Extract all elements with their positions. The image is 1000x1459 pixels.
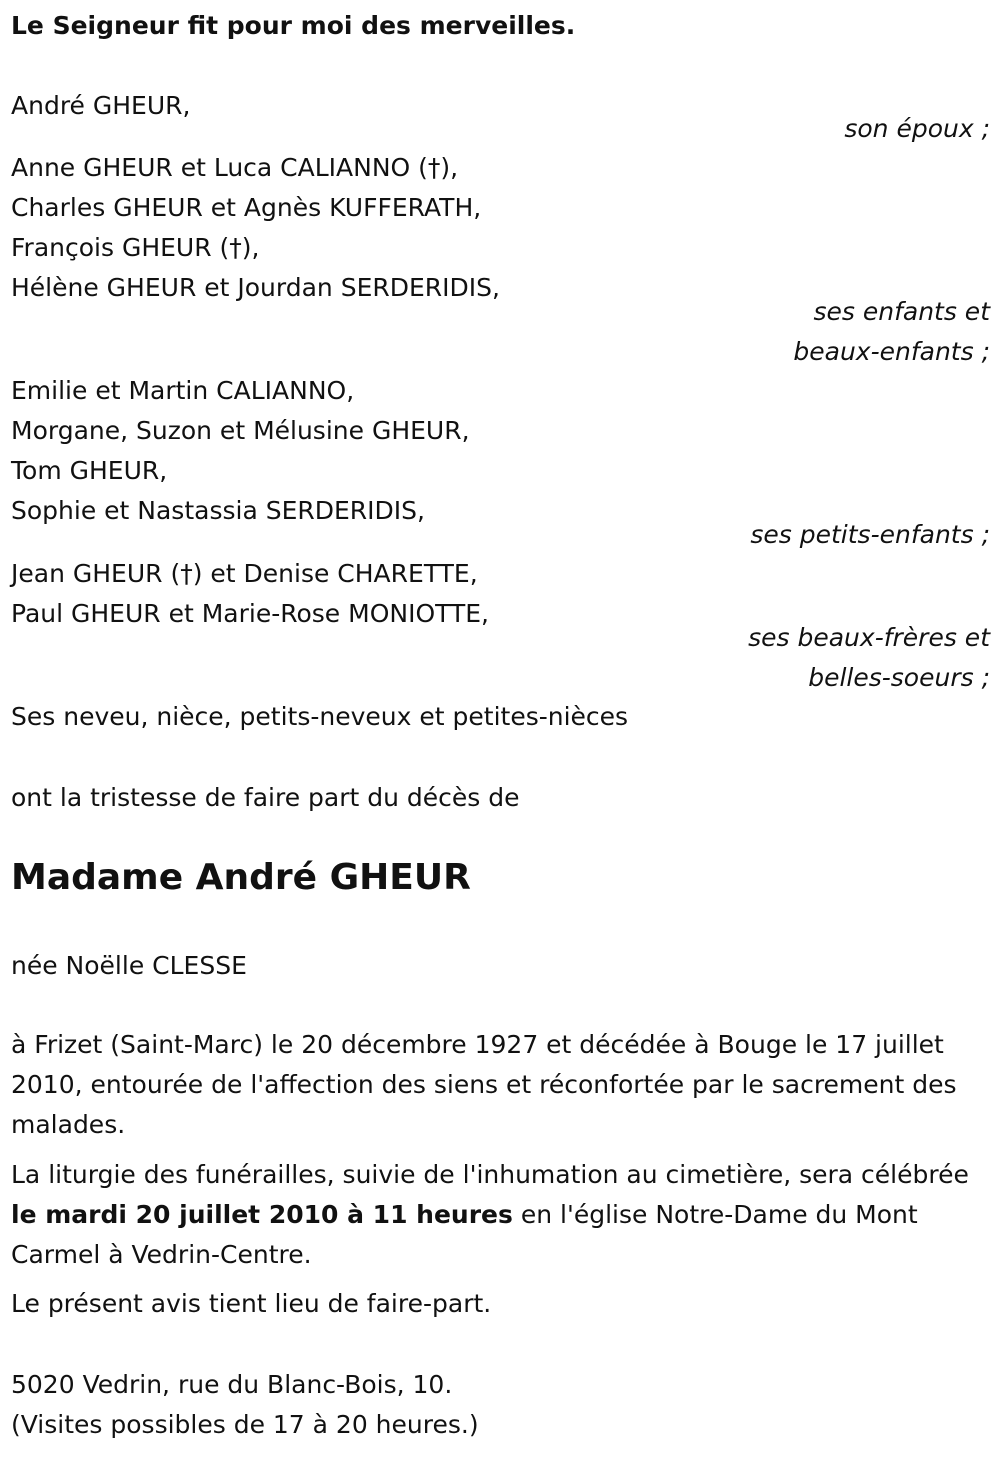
spouse-name: André GHEUR, [11, 91, 191, 120]
child-line-2: Charles GHEUR et Agnès KUFFERATH, [11, 193, 482, 222]
grandchild-line-1: Emilie et Martin CALIANNO, [11, 376, 355, 405]
funeral-date: le mardi 20 juillet 2010 à 11 heures [11, 1200, 513, 1229]
grandchild-line-3: Tom GHEUR, [11, 456, 168, 485]
in-law-line-2: Paul GHEUR et Marie-Rose MONIOTTE, [11, 599, 489, 628]
birth-death-details: à Frizet (Saint-Marc) le 20 décembre 1927 et décédée à Bouge le 17 juillet 2010, entourée de l'affection des siens et réconfortée par le sacrement des malades. [11, 1030, 957, 1139]
birth-name: née Noëlle CLESSE [11, 951, 247, 980]
other-relatives: Ses neveu, nièce, petits-neveux et petites-nièces [11, 702, 629, 731]
grandchild-line-2: Morgane, Suzon et Mélusine GHEUR, [11, 416, 470, 445]
funeral-text-before: La liturgie des funérailles, suivie de l'inhumation au cimetière, sera célébrée [11, 1160, 969, 1189]
child-line-4: Hélène GHEUR et Jourdan SERDERIDIS, [11, 273, 500, 302]
grandchild-line-4: Sophie et Nastassia SERDERIDIS, [11, 496, 425, 525]
announcement: ont la tristesse de faire part du décès de [11, 783, 520, 812]
child-line-1: Anne GHEUR et Luca CALIANNO (†), [11, 153, 459, 182]
motto: Le Seigneur fit pour moi des merveilles. [11, 11, 576, 40]
address-line: 5020 Vedrin, rue du Blanc-Bois, 10. [11, 1370, 453, 1399]
funeral-details [11, 1155, 990, 1275]
spouse-relation: son époux ; [844, 114, 990, 143]
notice-text: Le présent avis tient lieu de faire-part. [11, 1289, 492, 1318]
in-laws-relation-1: ses beaux-frères et [748, 623, 990, 652]
children-relation-1: ses enfants et [813, 297, 990, 326]
deceased-name: Madame André GHEUR [11, 857, 471, 898]
visits-line: (Visites possibles de 17 à 20 heures.) [11, 1410, 479, 1439]
in-law-line-1: Jean GHEUR (†) et Denise CHARETTE, [11, 559, 478, 588]
grandchildren-relation: ses petits-enfants ; [750, 520, 990, 549]
funeral-text-after: en l'église Notre-Dame du Mont Carmel à Vedrin-Centre. [11, 1200, 918, 1269]
children-relation-2: beaux-enfants ; [793, 337, 990, 366]
child-line-3: François GHEUR (†), [11, 233, 260, 262]
in-laws-relation-2: belles-soeurs ; [808, 663, 990, 692]
